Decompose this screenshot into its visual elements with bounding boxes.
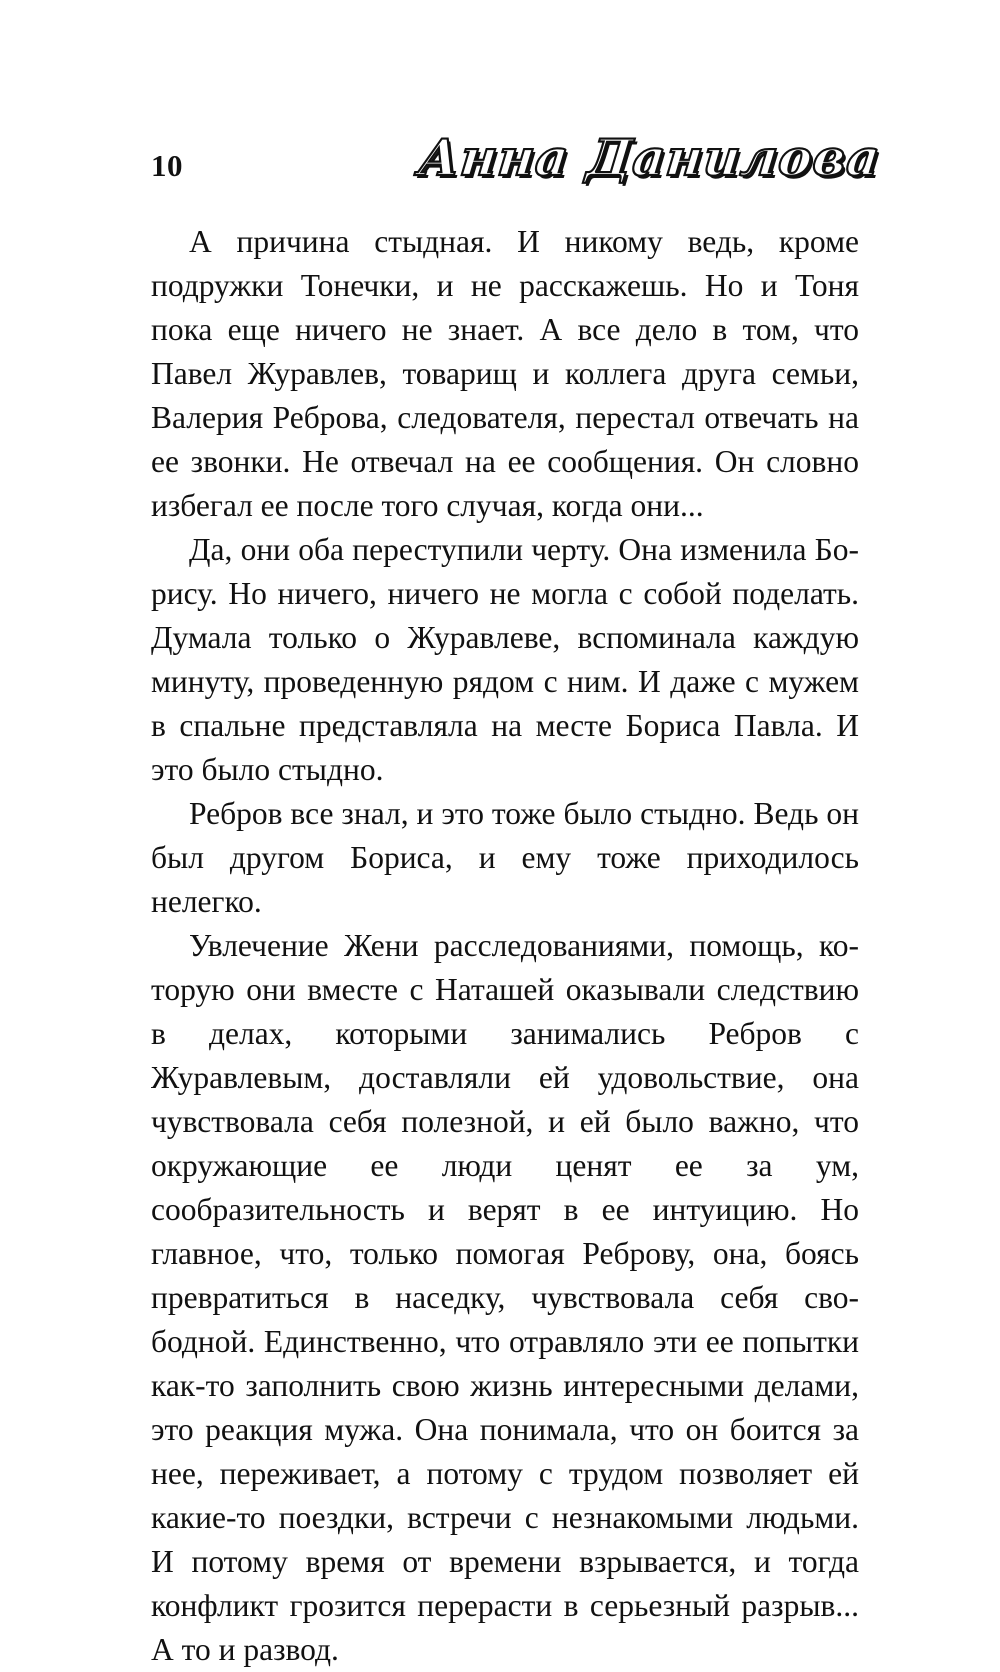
body-text — [151, 220, 859, 1672]
running-head-author: Анна Данилова — [415, 128, 884, 187]
page-number: 10 — [151, 148, 183, 183]
paragraph: Ребров все знал, и это тоже было стыдно. Ведь он был другом Бориса, и ему тоже приходилось нелегко. — [151, 796, 859, 919]
paragraph: Да, они оба переступили черту. Она изменила Борису. Но ничего, ничего не могла с собой поделать. Думала только о Журавлеве, вспоминала каждую минуту, проведенную рядом с ним. И даже с мужем в спальне представляла на месте Бориса Павла. И это было стыдно. — [151, 532, 859, 787]
paragraph: А причина стыдная. И никому ведь, кроме подружки Тонечки, и не расскажешь. Но и Тоня пока еще ничего не знает. А все дело в том, что Павел Журавлев, товарищ и коллега друга семьи, Валерия Реброва, следователя, перестал отвечать на ее звонки. Не отвечал на ее сообщения. Он словно избегал ее после того случая, когда они... — [151, 224, 859, 523]
paragraph: Увлечение Жени расследованиями, помощь, которую они вместе с Наташей оказывали следствию в делах, которыми занимались Ребров с Журавлевым, доставляли ей удовольствие, она чувствовала себя полезной, и ей было важно, что окружающие ее люди ценят ее за ум, сообразительность и верят в ее интуицию. Но главное, что, только помогая Реброву, она, боясь превратиться в наседку, чувствовала себя свободной. Единственно, что отравляло эти ее попытки как-то заполнить свою жизнь интересными делами, это реакция мужа. Она понимала, что он боится за нее, переживает, а потому с трудом позволяет ей какие-то поездки, встречи с незнакомыми людьми. И потому время от времени взрывается, и тогда конфликт грозится перерасти в серьезный разрыв... А то и развод. — [151, 928, 859, 1667]
